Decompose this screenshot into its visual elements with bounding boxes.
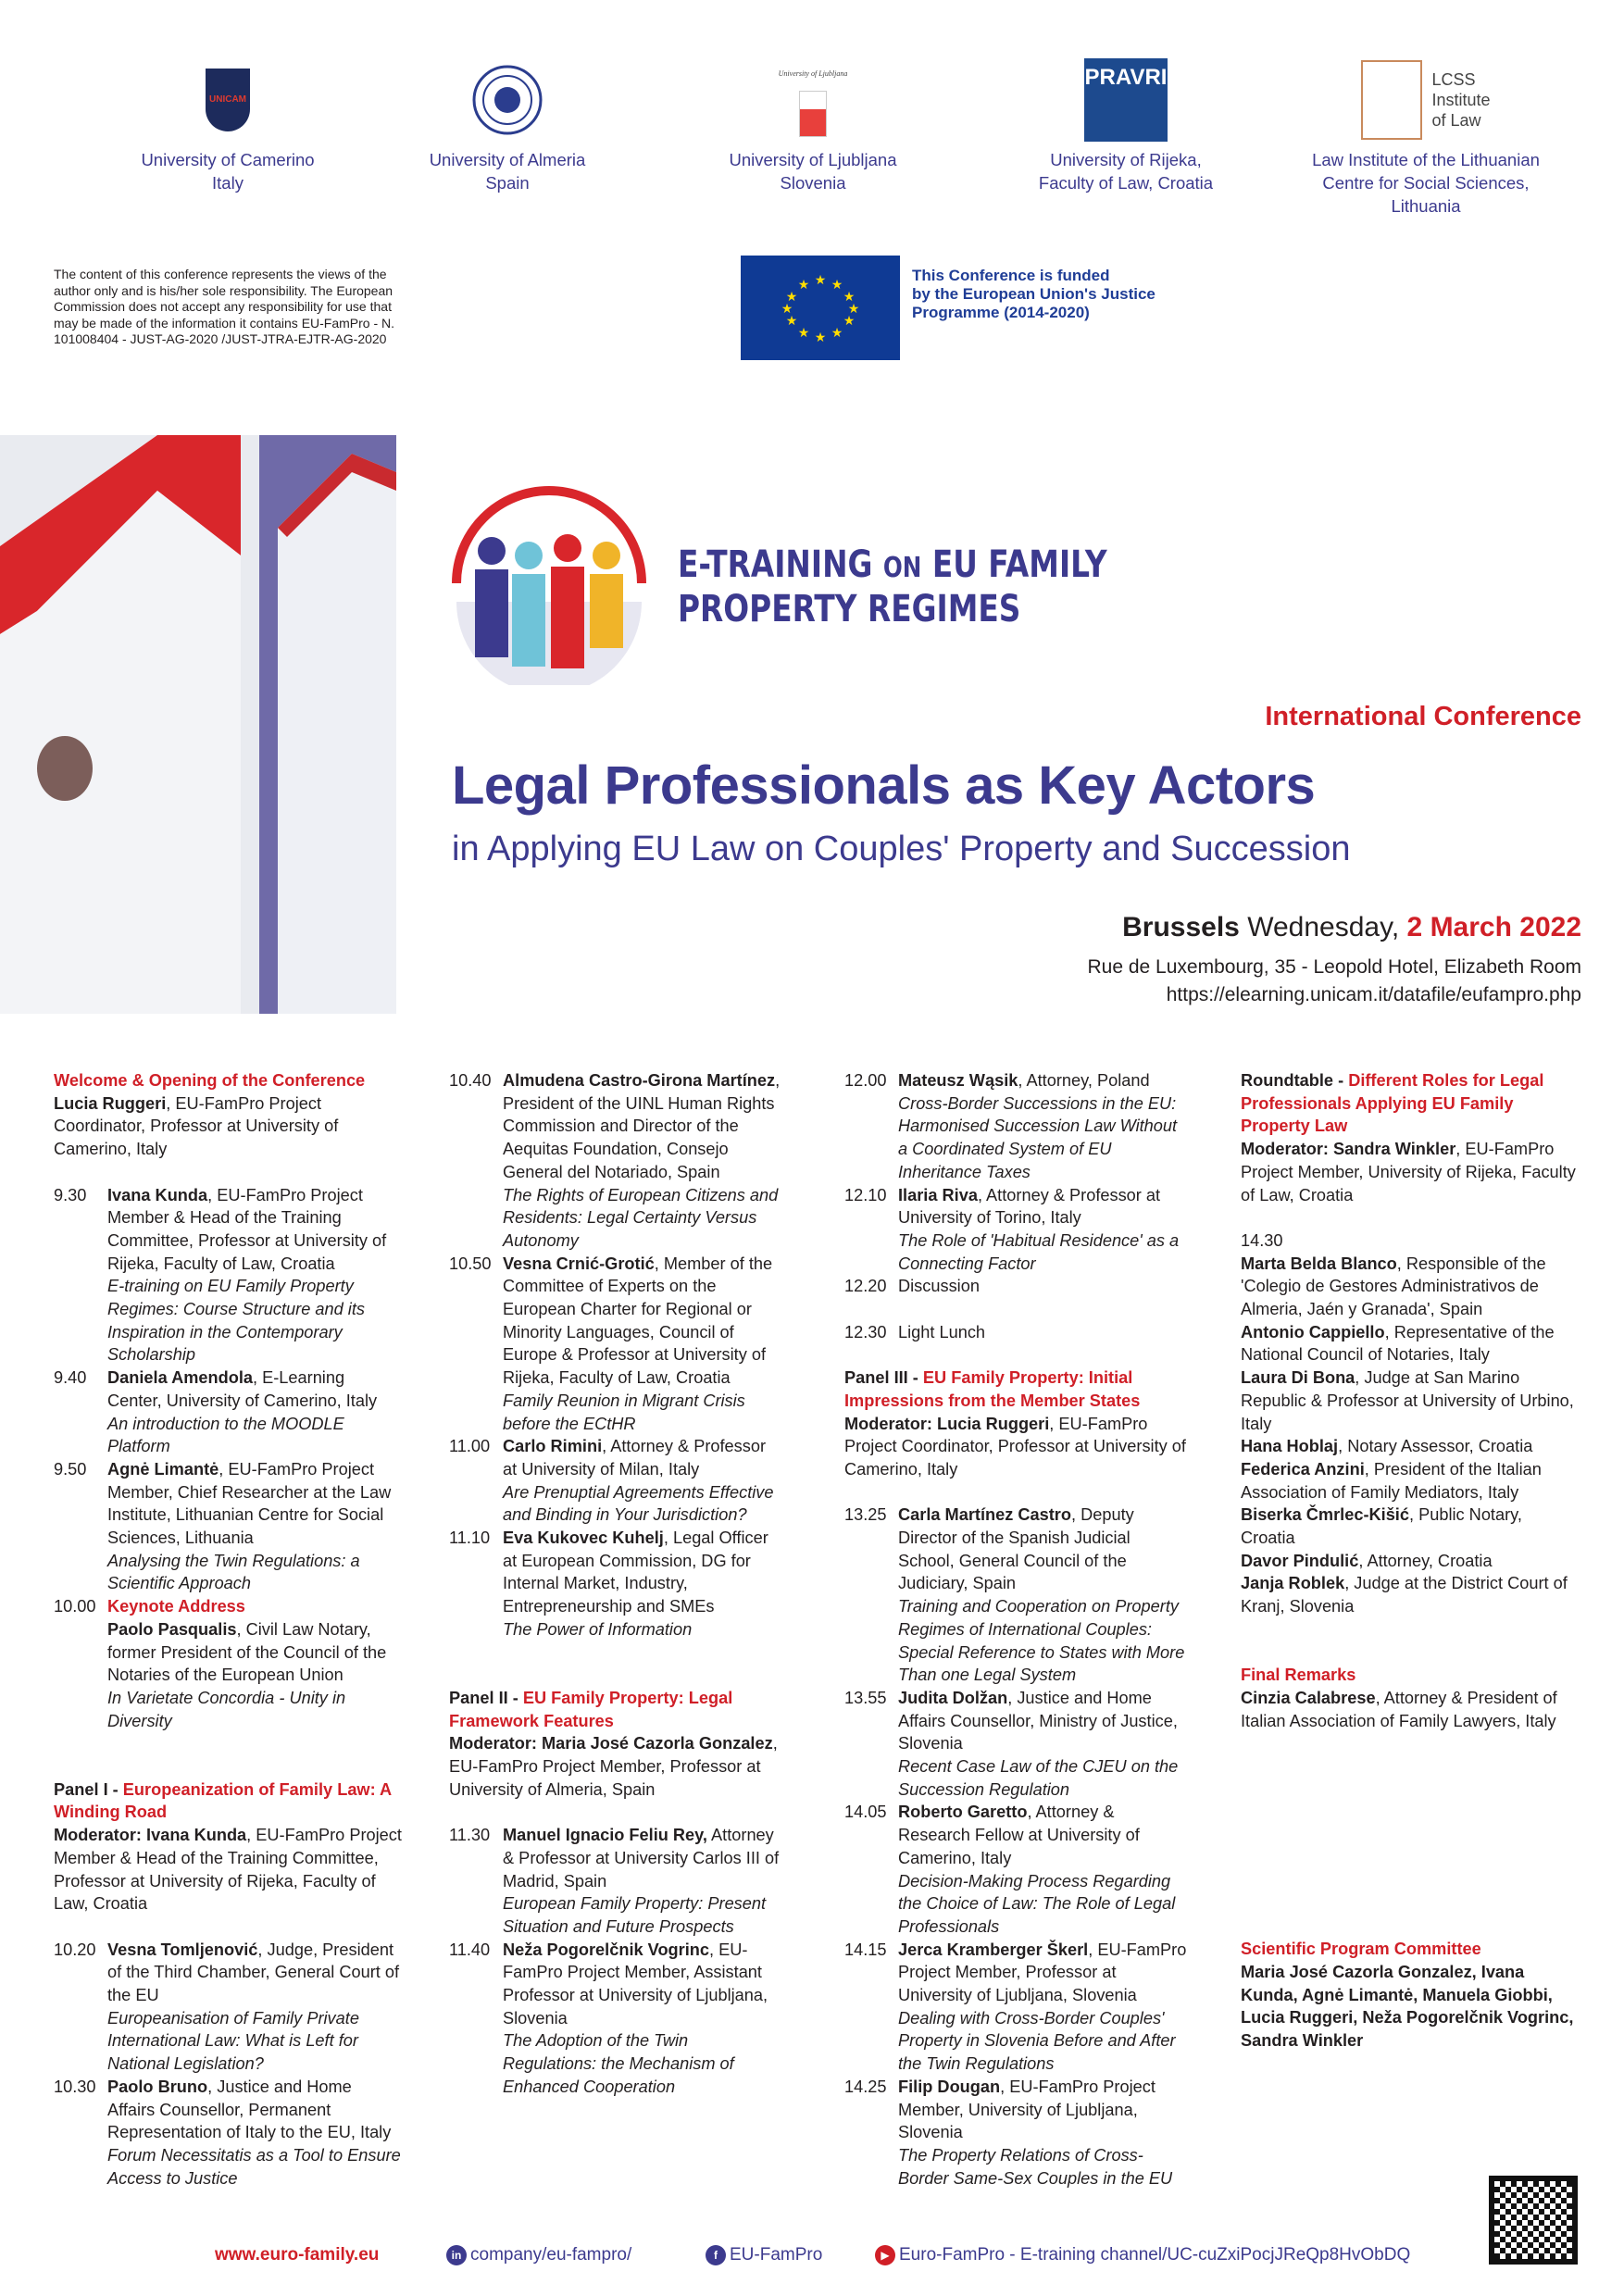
youtube-label: Euro-FamPro - E-training channel/UC-cuZxiPocjJReQp8HvObDQ [899, 2245, 1411, 2265]
pravri-logo: PRAVRI [1084, 58, 1168, 142]
eu-stars-icon [741, 256, 900, 360]
event-datetime [1122, 912, 1581, 943]
youtube-link[interactable] [875, 2245, 1410, 2265]
almeria-seal-icon [470, 63, 544, 137]
program-item: 9.30 Ivana Kunda, EU-FamPro Project Member & Head of the Training Committee, Professor at University of Rijeka, Faculty of Law, Croatia E-training on EU Family Property Regimes: Course Structure and its Inspiration in the Contemporary Scholarship [54, 1185, 387, 1365]
program-item: Antonio Cappiello, Representative of the National Council of Notaries, Italy [1241, 1322, 1555, 1365]
eu-funding-text [912, 267, 1208, 322]
program-item: 12.30 Light Lunch [844, 1322, 986, 1341]
brand-logo [447, 481, 651, 690]
uni-name: University of Camerino [141, 150, 315, 169]
youtube-icon: ▶ [875, 2245, 895, 2265]
disclaimer: The content of this conference represents the views of the author only and is his/her sole responsibility. The European Commission does not accept any responsibility for use that may be made of the information it contains EU-FamPro - N. 101008404 - JUST-AG-2020 /JUST-JTRA-EJTR-AG-2020 [54, 267, 395, 346]
facebook-link[interactable] [706, 2245, 822, 2265]
program-item: Moderator: Maria José Cazorla Gonzalez, EU-FamPro Project Member, Professor at University of Almeria, Spain [449, 1734, 778, 1799]
facebook-label: EU-FamPro [730, 2245, 823, 2265]
program-item: 11.30 Manuel Ignacio Feliu Rey, Attorney & Professor at University Carlos III of Madrid, Spain European Family Property: Present Situation and Future Prospects [449, 1826, 780, 1936]
brand-word: PROPERTY REGIMES [678, 588, 1021, 630]
svg-text:★: ★ [785, 289, 798, 304]
uni-almeria [369, 51, 646, 194]
program-item: Lucia Ruggeri, EU-FamPro Project Coordinator, Professor at University of Camerino, Italy [54, 1093, 339, 1159]
svg-text:★: ★ [797, 325, 810, 340]
program-item: 14.15 Jerca Kramberger Škerl, EU-FamPro Project Member, Professor at University of Ljubljana, Slovenia Dealing with Cross-Border Couples' Property in Slovenia Before and After the Twin Regulations [844, 1940, 1187, 2074]
program-item: Laura Di Bona, Judge at San Marino Republic & Professor at University of Urbino, Italy [1241, 1368, 1574, 1433]
program-item: 11.00 Carlo Rimini, Attorney & Professor at University of Milan, Italy Are Prenuptial Agreements Effective and Binding in Your Jurisdiction? [449, 1437, 774, 1525]
svg-text:★: ★ [797, 277, 810, 292]
website-link[interactable]: www.euro-family.eu [215, 2245, 380, 2265]
section-heading: Panel III - EU Family Property: Initial Impressions from the Member States [844, 1368, 1141, 1410]
linkedin-link[interactable] [446, 2245, 631, 2265]
uni-country: Faculty of Law, Croatia [1038, 173, 1214, 193]
uni-name: Law Institute of the Lithuanian [1312, 150, 1540, 169]
brand-text [678, 544, 1107, 630]
page-subtitle: in Applying EU Law on Couples' Property and Succession [452, 830, 1351, 868]
svg-text:★: ★ [831, 325, 843, 340]
facebook-icon: f [706, 2245, 726, 2265]
program-item: 10.30 Paolo Bruno, Justice and Home Affairs Counsellor, Permanent Representation of Italy to the EU, Italy Forum Necessitatis as a Tool to Ensure Access to Justice [54, 2077, 401, 2188]
svg-text:★: ★ [843, 313, 856, 328]
section-heading: Panel II - EU Family Property: Legal Framework Features [449, 1688, 733, 1730]
ljubljana-logo [799, 91, 827, 137]
event-location [1088, 954, 1582, 1009]
qr-code[interactable] [1489, 2176, 1578, 2265]
conference-kicker: International Conference [1265, 702, 1581, 731]
uni-country: Lithuania [1391, 196, 1461, 216]
svg-text:★: ★ [814, 272, 827, 287]
uni-country: Slovenia [780, 173, 846, 193]
program-item: 12.20 Discussion [844, 1277, 980, 1296]
eu-line: by the European Union's Justice [912, 285, 1156, 303]
program-item: Janja Roblek, Judge at the District Court of Kranj, Slovenia [1241, 1574, 1568, 1616]
program-column-4 [1241, 1069, 1578, 2053]
section-heading: Panel I - Europeanization of Family Law: A Winding Road [54, 1779, 392, 1822]
family-logo-icon [447, 481, 651, 685]
program-item: 10.50 Vesna Crnić-Grotić, Member of the Committee of Experts on the European Charter for Regional or Minority Languages, Council of Europe & Professor at University of Rijeka, Faculty of Law, Croatia Family Reunion in Migrant Crisis before the ECtHR [449, 1254, 773, 1433]
program-item: 13.25 Carla Martínez Castro, Deputy Director of the Spanish Judicial School, General Council of the Judiciary, Spain Training and Cooperation on Property Regimes of International Couples: Special Reference to States with More Than one Legal System [844, 1505, 1185, 1685]
svg-text:★: ★ [814, 330, 827, 344]
uni-camerino [89, 51, 367, 194]
svg-text:★: ★ [781, 301, 793, 316]
program-item: 12.10 Ilaria Riva, Attorney & Professor at University of Torino, Italy The Role of 'Habitual Residence' as a Connecting Factor [844, 1185, 1180, 1273]
program-item: Marta Belda Blanco, Responsible of the 'Colegio de Gestores Administrativos de Almeria, Jaén y Granada', Spain [1241, 1254, 1546, 1319]
program-item: 14.05 Roberto Garetto, Attorney & Research Fellow at University of Camerino, Italy Decision-Making Process Regarding the Choice of Law: The Role of Legal Professionals [844, 1803, 1176, 1936]
lcss-text: Institute [1431, 90, 1491, 109]
program-column-1 [54, 1069, 402, 2190]
section-heading: Roundtable - Different Roles for Legal Professionals Applying EU Family Property Law [1241, 1071, 1544, 1136]
program-item: 10.40 Almudena Castro-Girona Martínez, President of the UINL Human Rights Commission and Director of the Aequitas Foundation, Consejo General del Notariado, Spain The Rights of European Citizens and Residents: Legal Certainty Versus Autonomy [449, 1071, 781, 1250]
uni-lcss [1287, 51, 1565, 218]
house-photo [0, 435, 396, 1014]
day: Wednesday, [1247, 912, 1400, 942]
program-item: 9.40 Daniela Amendola, E-Learning Center, University of Camerino, Italy An introduction to the MOODLE Platform [54, 1368, 378, 1456]
uni-country: Centre for Social Sciences, [1322, 173, 1530, 193]
program-item: Biserka Čmrlec-Kišić, Public Notary, Croatia [1241, 1505, 1522, 1548]
uni-ljubljana [674, 51, 952, 194]
linkedin-icon: in [446, 2245, 467, 2265]
section-heading: Scientific Program Committee [1241, 1940, 1481, 1959]
address: Rue de Luxembourg, 35 - Leopold Hotel, Elizabeth Room [1087, 956, 1581, 978]
uni-country: Italy [212, 173, 244, 193]
program-item: Moderator: Lucia Ruggeri, EU-FamPro Project Coordinator, Professor at University of Camerino, Italy [844, 1414, 1186, 1479]
uni-name: University of Almeria [429, 150, 586, 169]
date: 2 March 2022 [1406, 912, 1581, 942]
uni-name: University of Rijeka, [1050, 150, 1202, 169]
lcss-mark-icon [1361, 60, 1422, 140]
svg-text:★: ★ [785, 313, 798, 328]
program-item: Federica Anzini, President of the Italian Association of Family Mediators, Italy [1241, 1459, 1542, 1502]
uni-rijeka [987, 51, 1265, 194]
svg-text:★: ★ [831, 277, 843, 292]
uni-name: University of Ljubljana [729, 150, 897, 169]
section-heading: Final Remarks [1241, 1666, 1356, 1685]
brand-word: EU FAMILY [931, 543, 1107, 586]
program-item: Hana Hoblaj, Notary Assessor, Croatia [1241, 1437, 1533, 1456]
program-column-2 [449, 1069, 784, 2099]
unicam-logo: UNICAM [206, 69, 250, 131]
eu-flag [741, 256, 900, 360]
program-item: 14.25 Filip Dougan, EU-FamPro Project Member, University of Ljubljana, Slovenia The Property Relations of Cross-Border Same-Sex Couples in the EU [844, 2077, 1173, 2188]
program-item: 10.00 Keynote Address Paolo Pasqualis, Civil Law Notary, former President of the Council of the Notaries of the European Union In Varietate Concordia - Unity in Diversity [54, 1597, 387, 1730]
program-item: 12.00 Mateusz Wąsik, Attorney, Poland Cross-Border Successions in the EU: Harmonised Succession Law Without a Coordinated System of EU Inheritance Taxes [844, 1071, 1178, 1181]
ljubljana-logo-text: University of Ljubljana [778, 69, 848, 78]
eu-line: Programme (2014-2020) [912, 304, 1090, 321]
section-heading: Welcome & Opening of the Conference [54, 1071, 366, 1090]
eu-line: This Conference is funded [912, 267, 1110, 284]
program-item: 13.55 Judita Dolžan, Justice and Home Affairs Counsellor, Ministry of Justice, Slovenia Recent Case Law of the CJEU on the Succession Regulation [844, 1688, 1179, 1799]
program-item: Moderator: Sandra Winkler, EU-FamPro Project Member, University of Rijeka, Faculty of Law, Croatia [1241, 1140, 1576, 1204]
uni-country: Spain [485, 173, 530, 193]
city: Brussels [1122, 912, 1240, 942]
program-column-3 [844, 1069, 1187, 2190]
program-item: 11.10 Eva Kukovec Kuhelj, Legal Officer at European Commission, DG for Internal Market, Industry, Entrepreneurship and SMEs The Power of Information [449, 1529, 768, 1639]
linkedin-label: company/eu-fampro/ [470, 2245, 632, 2265]
program-time: 14.30 [1241, 1230, 1283, 1250]
program-item: Moderator: Ivana Kunda, EU-FamPro Project Member & Head of the Training Committee, Professor at University of Rijeka, Faculty of Law, Croatia [54, 1826, 402, 1914]
committee-members: Maria José Cazorla Gonzalez, Ivana Kunda, Agnė Limantė, Manuela Giobbi, Lucia Ruggeri, Neža Pogorelčnik Vogrinc, Sandra Winkler [1241, 1963, 1574, 2051]
program-item: 11.40 Neža Pogorelčnik Vogrinc, EU-FamPro Project Member, Assistant Professor at University of Ljubljana, Slovenia The Adoption of the Twin Regulations: the Mechanism of Enhanced Cooperation [449, 1940, 768, 2096]
program-item: 10.20 Vesna Tomljenović, Judge, President of the Third Chamber, General Court of the EU Europeanisation of Family Private International Law: What is Left for National Legislation? [54, 1940, 400, 2074]
program-item: 9.50 Agnė Limantė, EU-FamPro Project Member, Chief Researcher at the Law Institute, Lithuanian Centre for Social Sciences, Lithuania Analysing the Twin Regulations: a Scientific Approach [54, 1459, 392, 1593]
lcss-text: LCSS [1431, 69, 1476, 89]
svg-text:★: ★ [847, 301, 860, 316]
program-item: Davor Pindulić, Attorney, Croatia [1241, 1551, 1493, 1570]
lcss-text: of Law [1431, 110, 1481, 130]
brand-word: E-TRAINING [678, 543, 873, 586]
brand-word: ON [882, 552, 922, 584]
program-item: Cinzia Calabrese, Attorney & President of Italian Association of Family Lawyers, Italy [1241, 1688, 1557, 1730]
page-title: Legal Professionals as Key Actors [452, 755, 1316, 816]
event-link[interactable]: https://elearning.unicam.it/datafile/eufampro.php [1166, 984, 1581, 1005]
svg-text:★: ★ [843, 289, 856, 304]
